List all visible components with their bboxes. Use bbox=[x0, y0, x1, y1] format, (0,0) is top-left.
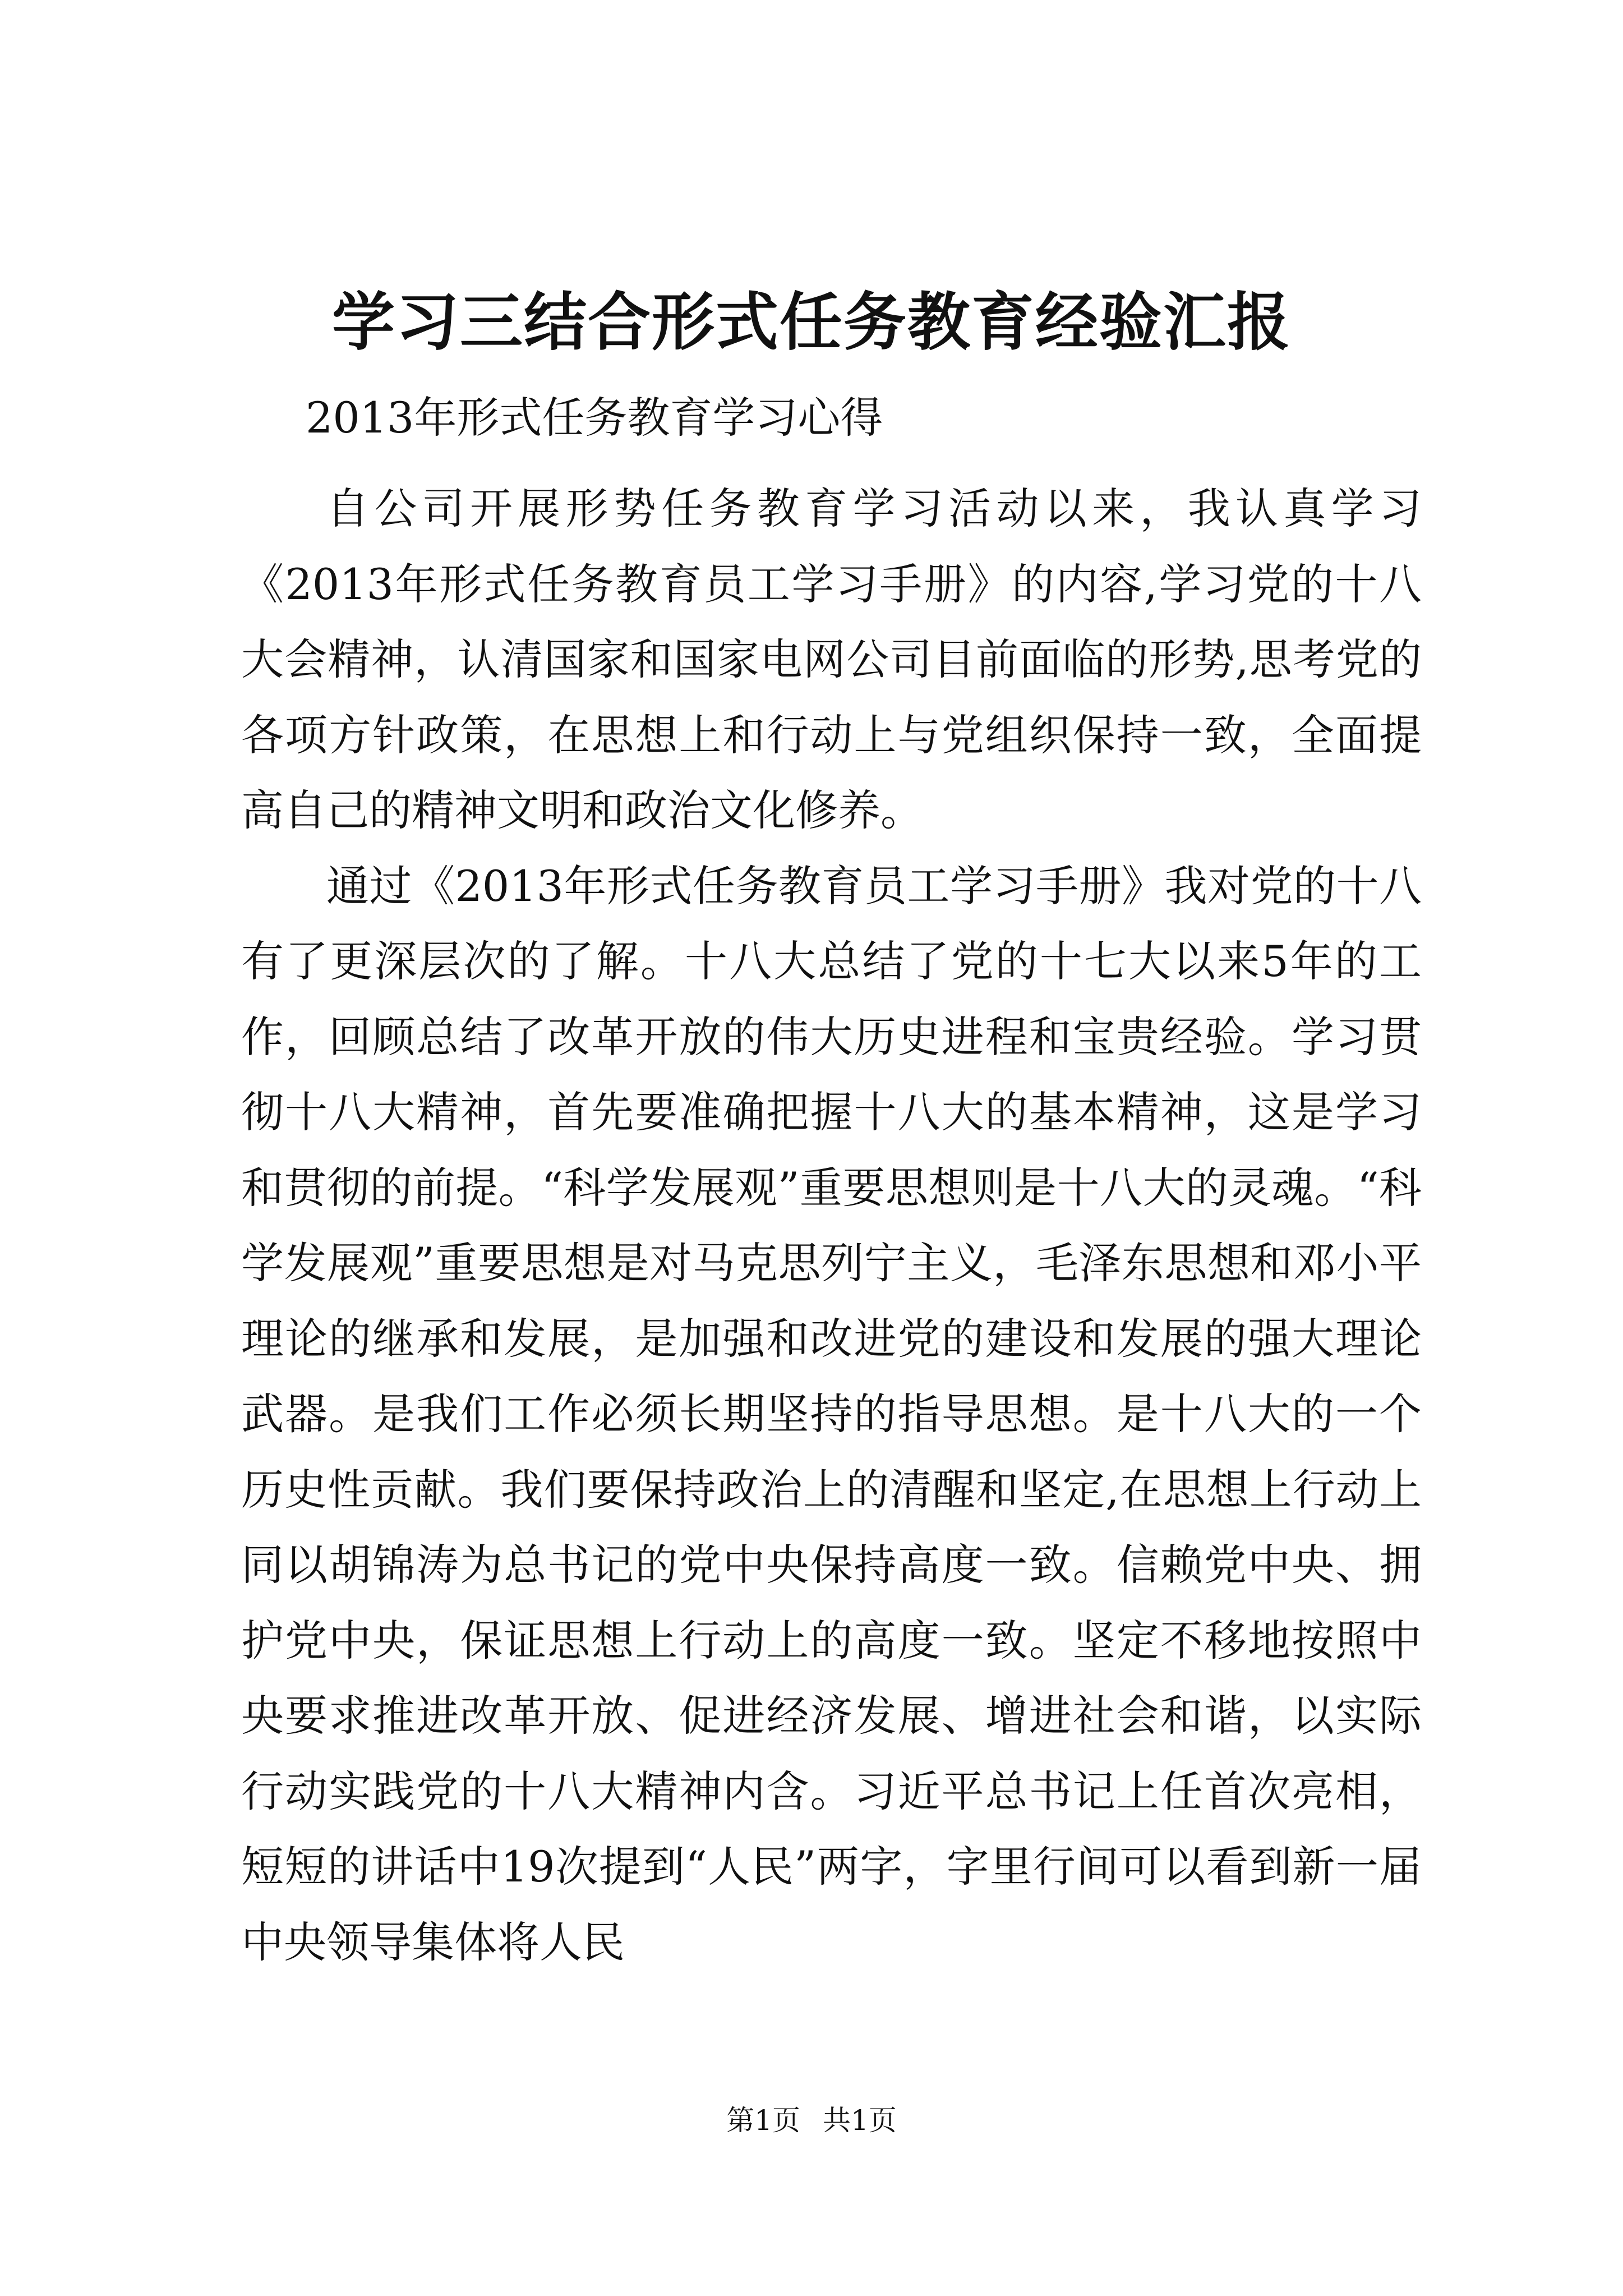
document-body bbox=[241, 471, 1422, 1980]
page-total: 共1页 bbox=[822, 2104, 897, 2137]
body-paragraph-1: 自公司开展形势任务教育学习活动以来，我认真学习《2013年形式任务教育员工学习手册》的内容,学习党的十八大会精神，认清国家和国家电网公司目前面临的形势,思考党的各项方针政策，在思想上和行动上与党组织保持一致，全面提高自己的精神文明和政治文化修养。 bbox=[241, 484, 1422, 835]
body-paragraph-2: 通过《2013年形式任务教育员工学习手册》我对党的十八有了更深层次的了解。十八大总结了党的十七大以来5年的工作，回顾总结了改革开放的伟大历史进程和宝贵经验。学习贯彻十八大精神，首先要准确把握十八大的基本精神，这是学习和贯彻的前提。“科学发展观”重要思想则是十八大的灵魂。“科学发展观”重要思想是对马克思列宁主义，毛泽东思想和邓小平理论的继承和发展，是加强和改进党的建设和发展的强大理论武器。是我们工作必须长期坚持的指导思想。是十八大的一个历史性贡献。我们要保持政治上的清醒和坚定,在思想上行动上同以胡锦涛为总书记的党中央保持高度一致。信赖党中央、拥护党中央，保证思想上行动上的高度一致。坚定不移地按照中央要求推进改革开放、促进经济发展、增进社会和谐，以实际行动实践党的十八大精神内含。习近平总书记上任首次亮相，短短的讲话中19次提到“人民”两字，字里行间可以看到新一届中央领导集体将人民 bbox=[241, 861, 1422, 1967]
document-title: 学习三结合形式任务教育经验汇报 bbox=[332, 286, 1291, 359]
document-subtitle: 2013年形式任务教育学习心得 bbox=[306, 393, 883, 443]
page-number: 第1页 bbox=[726, 2104, 801, 2137]
page-footer bbox=[0, 2101, 1623, 2140]
